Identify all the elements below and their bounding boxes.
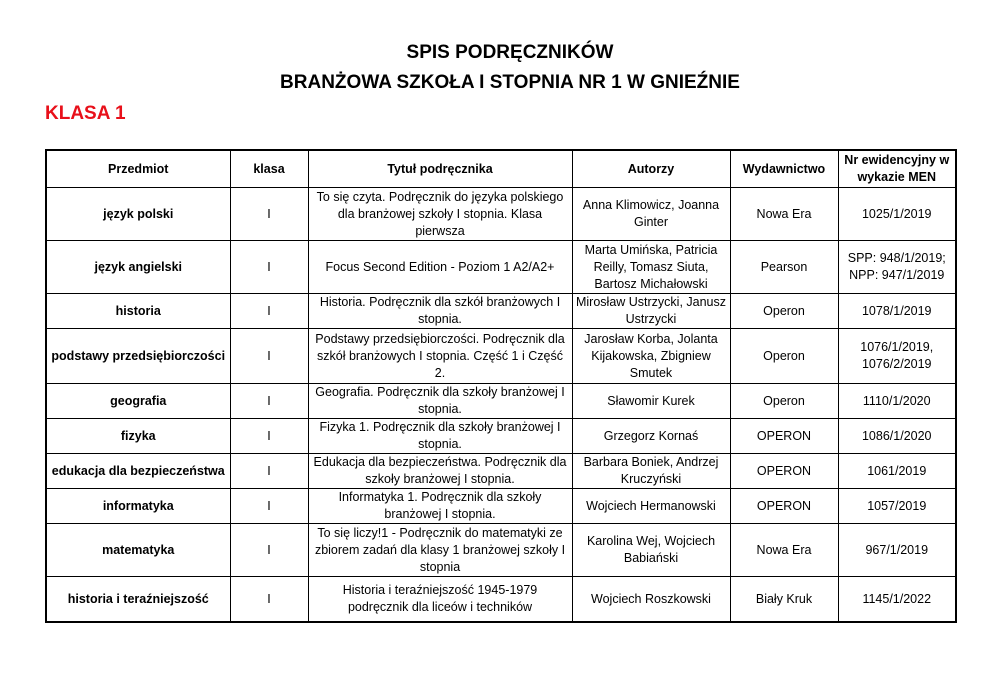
cell-grade: I bbox=[230, 384, 308, 419]
cell-grade: I bbox=[230, 329, 308, 384]
table-row bbox=[46, 419, 956, 454]
cell-publisher: OPERON bbox=[730, 489, 838, 524]
cell-grade: I bbox=[230, 524, 308, 577]
col-header-title: Tytuł podręcznika bbox=[308, 150, 572, 188]
col-header-authors: Autorzy bbox=[572, 150, 730, 188]
cell-reg-no: 1086/1/2020 bbox=[838, 419, 956, 454]
col-header-subject: Przedmiot bbox=[46, 150, 230, 188]
cell-authors: Sławomir Kurek bbox=[572, 384, 730, 419]
cell-reg-no: 1145/1/2022 bbox=[838, 577, 956, 623]
cell-publisher: Biały Kruk bbox=[730, 577, 838, 623]
cell-reg-no: 1057/2019 bbox=[838, 489, 956, 524]
cell-reg-no: 1078/1/2019 bbox=[838, 294, 956, 329]
cell-subject: matematyka bbox=[46, 524, 230, 577]
col-header-publisher: Wydawnictwo bbox=[730, 150, 838, 188]
cell-subject: informatyka bbox=[46, 489, 230, 524]
cell-reg-no: 1061/2019 bbox=[838, 454, 956, 489]
table-row bbox=[46, 294, 956, 329]
cell-reg-no: 1110/1/2020 bbox=[838, 384, 956, 419]
cell-subject: edukacja dla bezpieczeństwa bbox=[46, 454, 230, 489]
cell-title: Fizyka 1. Podręcznik dla szkoły branżowej I stopnia. bbox=[308, 419, 572, 454]
cell-publisher: OPERON bbox=[730, 419, 838, 454]
cell-title: Geografia. Podręcznik dla szkoły branżowej I stopnia. bbox=[308, 384, 572, 419]
cell-authors: Barbara Boniek, Andrzej Kruczyński bbox=[572, 454, 730, 489]
cell-reg-no: SPP: 948/1/2019; NPP: 947/1/2019 bbox=[838, 241, 956, 294]
textbook-table bbox=[45, 149, 957, 623]
cell-title: Focus Second Edition - Poziom 1 A2/A2+ bbox=[308, 241, 572, 294]
cell-grade: I bbox=[230, 419, 308, 454]
cell-publisher: Nowa Era bbox=[730, 524, 838, 577]
cell-title: To się czyta. Podręcznik do języka polskiego dla branżowej szkoły I stopnia. Klasa pierwsza bbox=[308, 188, 572, 241]
col-header-grade: klasa bbox=[230, 150, 308, 188]
cell-authors: Wojciech Hermanowski bbox=[572, 489, 730, 524]
class-heading: KLASA 1 bbox=[45, 103, 126, 124]
cell-grade: I bbox=[230, 294, 308, 329]
table-row bbox=[46, 188, 956, 241]
cell-grade: I bbox=[230, 577, 308, 623]
table-row bbox=[46, 577, 956, 623]
cell-subject: geografia bbox=[46, 384, 230, 419]
table-row bbox=[46, 329, 956, 384]
table-header-row bbox=[46, 150, 956, 188]
document-title bbox=[0, 38, 1005, 98]
table-row bbox=[46, 241, 956, 294]
cell-publisher: Pearson bbox=[730, 241, 838, 294]
cell-reg-no: 967/1/2019 bbox=[838, 524, 956, 577]
cell-authors: Wojciech Roszkowski bbox=[572, 577, 730, 623]
cell-authors: Mirosław Ustrzycki, Janusz Ustrzycki bbox=[572, 294, 730, 329]
table-row bbox=[46, 489, 956, 524]
cell-subject: podstawy przedsiębiorczości bbox=[46, 329, 230, 384]
cell-reg-no: 1025/1/2019 bbox=[838, 188, 956, 241]
title-line-1: SPIS PODRĘCZNIKÓW bbox=[406, 42, 614, 63]
cell-grade: I bbox=[230, 188, 308, 241]
cell-subject: język polski bbox=[46, 188, 230, 241]
col-header-reg-no: Nr ewidencyjny w wykazie MEN bbox=[838, 150, 956, 188]
cell-subject: fizyka bbox=[46, 419, 230, 454]
table-row bbox=[46, 384, 956, 419]
cell-authors: Karolina Wej, Wojciech Babiański bbox=[572, 524, 730, 577]
cell-title: Edukacja dla bezpieczeństwa. Podręcznik dla szkoły branżowej I stopnia. bbox=[308, 454, 572, 489]
cell-title: Podstawy przedsiębiorczości. Podręcznik dla szkół branżowych I stopnia. Część 1 i Część 2. bbox=[308, 329, 572, 384]
cell-grade: I bbox=[230, 454, 308, 489]
cell-grade: I bbox=[230, 241, 308, 294]
cell-reg-no: 1076/1/2019, 1076/2/2019 bbox=[838, 329, 956, 384]
cell-title: Historia. Podręcznik dla szkół branżowych I stopnia. bbox=[308, 294, 572, 329]
cell-publisher: Operon bbox=[730, 329, 838, 384]
cell-title: To się liczy!1 - Podręcznik do matematyki ze zbiorem zadań dla klasy 1 branżowej szkoły I stopnia bbox=[308, 524, 572, 577]
cell-subject: historia bbox=[46, 294, 230, 329]
cell-publisher: Operon bbox=[730, 294, 838, 329]
cell-publisher: Operon bbox=[730, 384, 838, 419]
cell-authors: Grzegorz Kornaś bbox=[572, 419, 730, 454]
cell-publisher: Nowa Era bbox=[730, 188, 838, 241]
cell-authors: Jarosław Korba, Jolanta Kijakowska, Zbigniew Smutek bbox=[572, 329, 730, 384]
cell-title: Historia i teraźniejszość 1945-1979 podręcznik dla liceów i techników bbox=[308, 577, 572, 623]
cell-subject: historia i teraźniejszość bbox=[46, 577, 230, 623]
cell-title: Informatyka 1. Podręcznik dla szkoły branżowej I stopnia. bbox=[308, 489, 572, 524]
cell-grade: I bbox=[230, 489, 308, 524]
cell-authors: Anna Klimowicz, Joanna Ginter bbox=[572, 188, 730, 241]
title-line-2: BRANŻOWA SZKOŁA I STOPNIA NR 1 W GNIEŹNIE bbox=[280, 72, 740, 93]
table-row bbox=[46, 524, 956, 577]
cell-subject: język angielski bbox=[46, 241, 230, 294]
table-row bbox=[46, 454, 956, 489]
cell-authors: Marta Umińska, Patricia Reilly, Tomasz Siuta, Bartosz Michałowski bbox=[572, 241, 730, 294]
cell-publisher: OPERON bbox=[730, 454, 838, 489]
